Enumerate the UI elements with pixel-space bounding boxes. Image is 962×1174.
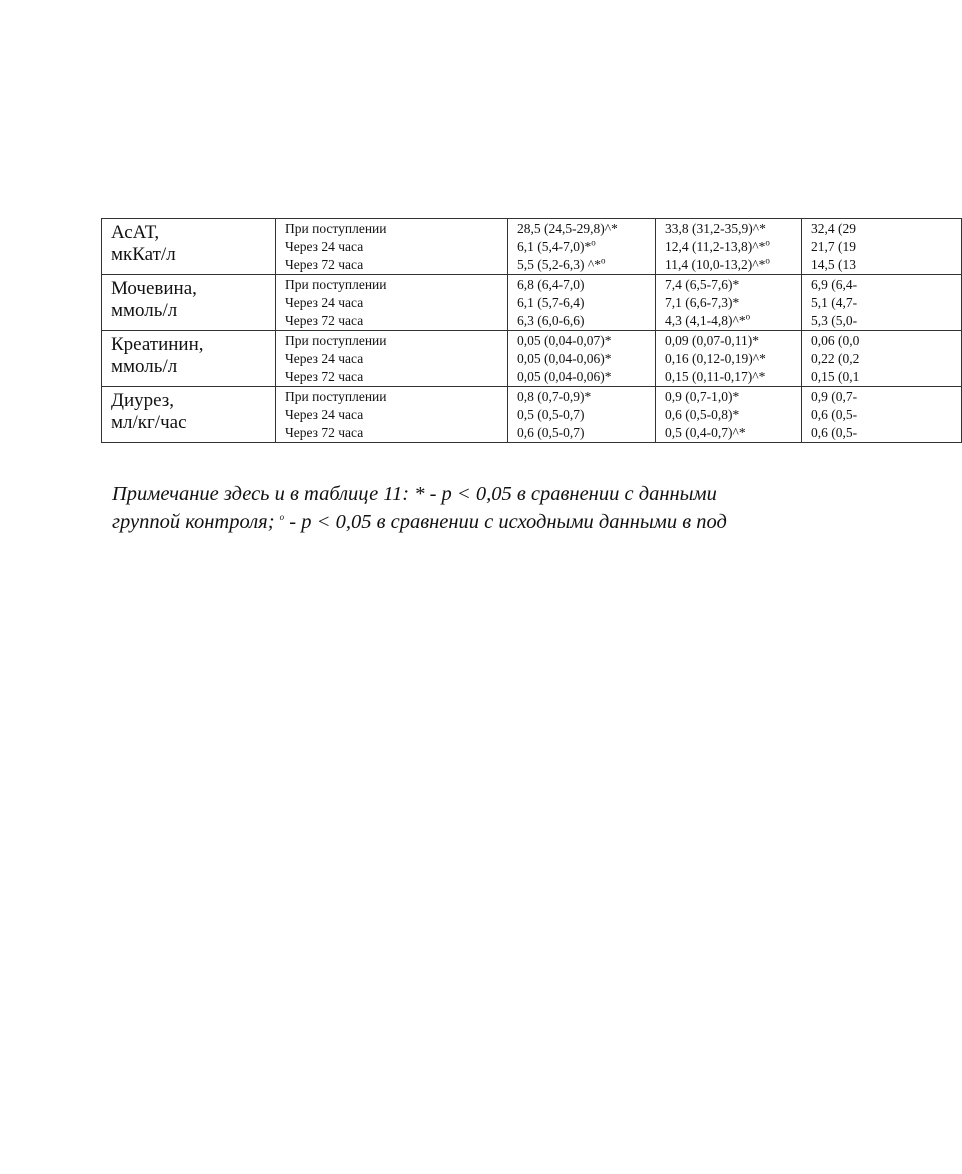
value-text: 5,5 (5,2-6,3) ^* (517, 257, 601, 272)
value-text: 14,5 (13 (811, 257, 856, 272)
parameter-label: ммоль/л (111, 356, 178, 377)
value-line (665, 238, 801, 256)
value-text: 0,5 (0,5-0,7) (517, 407, 585, 422)
value-text: 7,1 (6,6-7,3)* (665, 295, 740, 310)
timepoint-label: При поступлении (285, 333, 387, 348)
value-line (811, 312, 961, 330)
timepoint-label: При поступлении (285, 221, 387, 236)
value-line (811, 238, 961, 256)
value-line (665, 312, 801, 330)
value-text: 21,7 (19 (811, 239, 856, 254)
value-line (517, 368, 655, 386)
parameter-cell (102, 275, 276, 331)
value-line (517, 220, 655, 238)
value-line (517, 388, 655, 406)
group-2-value-cell (656, 275, 802, 331)
value-text: 33,8 (31,2-35,9)^* (665, 221, 766, 236)
value-superscript: о (600, 255, 606, 266)
parameter-label: Диурез, (111, 390, 175, 411)
table-row (102, 219, 962, 275)
timepoint-label: При поступлении (285, 277, 387, 292)
timepoint-label: Через 72 часа (285, 369, 364, 384)
group-3-value-cell (802, 331, 962, 387)
value-line (665, 276, 801, 294)
lab-results-table (101, 218, 962, 443)
value-line (517, 276, 655, 294)
value-line (811, 294, 961, 312)
parameter-label: ммоль/л (111, 300, 178, 321)
value-line (811, 332, 961, 350)
group-1-value-cell (508, 387, 656, 443)
value-text: 28,5 (24,5-29,8)^* (517, 221, 618, 236)
footnote-superscript: о (279, 512, 285, 523)
value-line (517, 406, 655, 424)
value-text: 7,4 (6,5-7,6)* (665, 277, 740, 292)
value-line (665, 368, 801, 386)
table-row (102, 331, 962, 387)
value-line (665, 350, 801, 368)
value-superscript: о (765, 237, 770, 248)
value-line (517, 238, 655, 256)
parameter-label: АсАТ, (111, 222, 160, 243)
timepoint-label: Через 72 часа (285, 257, 364, 272)
table-row (102, 387, 962, 443)
group-3-value-cell (802, 387, 962, 443)
timepoint-label: Через 24 часа (285, 295, 364, 310)
value-text: 0,05 (0,04-0,06)* (517, 351, 612, 366)
group-2-value-cell (656, 387, 802, 443)
timepoint-label: Через 24 часа (285, 239, 364, 254)
group-1-value-cell (508, 275, 656, 331)
value-line (811, 368, 961, 386)
value-line (811, 350, 961, 368)
timepoint-label: При поступлении (285, 389, 387, 404)
value-text: 6,9 (6,4- (811, 277, 858, 292)
table-body (102, 219, 962, 443)
group-2-value-cell (656, 219, 802, 275)
value-text: 0,09 (0,07-0,11)* (665, 333, 759, 348)
value-text: 0,6 (0,5- (811, 407, 858, 422)
value-text: 4,3 (4,1-4,8)^* (665, 313, 746, 328)
parameter-label: Креатинин, (111, 334, 204, 355)
value-text: 0,5 (0,4-0,7)^* (665, 425, 746, 440)
value-text: 0,8 (0,7-0,9)* (517, 389, 592, 404)
parameter-cell (102, 219, 276, 275)
parameter-cell (102, 331, 276, 387)
value-line (811, 424, 961, 442)
table-row (102, 275, 962, 331)
value-line (517, 424, 655, 442)
value-text: 6,1 (5,7-6,4) (517, 295, 585, 310)
value-line (811, 406, 961, 424)
timepoint-label: Через 72 часа (285, 425, 364, 440)
group-1-value-cell (508, 331, 656, 387)
value-line (811, 276, 961, 294)
footnote-line-2 (112, 508, 872, 536)
table-footnote (112, 480, 872, 536)
group-3-value-cell (802, 219, 962, 275)
parameter-label: Мочевина, (111, 278, 197, 299)
footnote-line-1: Примечание здесь и в таблице 11: * - р < 0,05 в сравнении с данными (112, 483, 717, 505)
value-line (665, 332, 801, 350)
value-text: 6,8 (6,4-7,0) (517, 277, 585, 292)
value-text: 0,15 (0,11-0,17)^* (665, 369, 766, 384)
value-line (517, 332, 655, 350)
value-text: 5,3 (5,0- (811, 313, 858, 328)
value-text: 6,1 (5,4-7,0)* (517, 239, 592, 254)
value-text: 0,05 (0,04-0,06)* (517, 369, 612, 384)
value-text: 0,9 (0,7-1,0)* (665, 389, 740, 404)
value-superscript: о (591, 237, 596, 248)
value-line (517, 294, 655, 312)
value-line (665, 294, 801, 312)
value-line (665, 406, 801, 424)
value-text: 0,22 (0,2 (811, 351, 860, 366)
value-line (665, 424, 801, 442)
timepoint-label: Через 72 часа (285, 313, 364, 328)
value-line (811, 256, 961, 274)
timepoint-label: Через 24 часа (285, 351, 364, 366)
value-text: 0,6 (0,5-0,7) (517, 425, 585, 440)
value-text: 12,4 (11,2-13,8)^* (665, 239, 766, 254)
value-text: 5,1 (4,7- (811, 295, 858, 310)
parameter-label: мл/кг/час (111, 412, 187, 433)
value-line (811, 220, 961, 238)
value-line (517, 350, 655, 368)
value-text: 0,05 (0,04-0,07)* (517, 333, 612, 348)
value-line (517, 256, 655, 274)
value-superscript: о (765, 255, 770, 266)
value-text: 0,9 (0,7- (811, 389, 858, 404)
timepoint-cell (276, 331, 508, 387)
parameter-label: мкКат/л (111, 244, 176, 265)
timepoint-cell (276, 219, 508, 275)
value-text: 0,16 (0,12-0,19)^* (665, 351, 766, 366)
value-text: 6,3 (6,0-6,6) (517, 313, 585, 328)
value-text: 11,4 (10,0-13,2)^* (665, 257, 766, 272)
group-2-value-cell (656, 331, 802, 387)
footnote-line-2-start: группой контроля; (112, 511, 280, 533)
footnote-line-2-end: - р < 0,05 в сравнении с исходными данными в под (284, 511, 727, 533)
value-text: 0,6 (0,5- (811, 425, 858, 440)
value-text: 0,6 (0,5-0,8)* (665, 407, 740, 422)
value-line (811, 388, 961, 406)
group-1-value-cell (508, 219, 656, 275)
value-text: 32,4 (29 (811, 221, 856, 236)
value-line (665, 220, 801, 238)
timepoint-cell (276, 275, 508, 331)
group-3-value-cell (802, 275, 962, 331)
value-text: 0,06 (0,0 (811, 333, 860, 348)
value-text: 0,15 (0,1 (811, 369, 860, 384)
timepoint-label: Через 24 часа (285, 407, 364, 422)
value-line (665, 388, 801, 406)
value-superscript: о (745, 311, 751, 322)
value-line (517, 312, 655, 330)
parameter-cell (102, 387, 276, 443)
timepoint-cell (276, 387, 508, 443)
value-line (665, 256, 801, 274)
